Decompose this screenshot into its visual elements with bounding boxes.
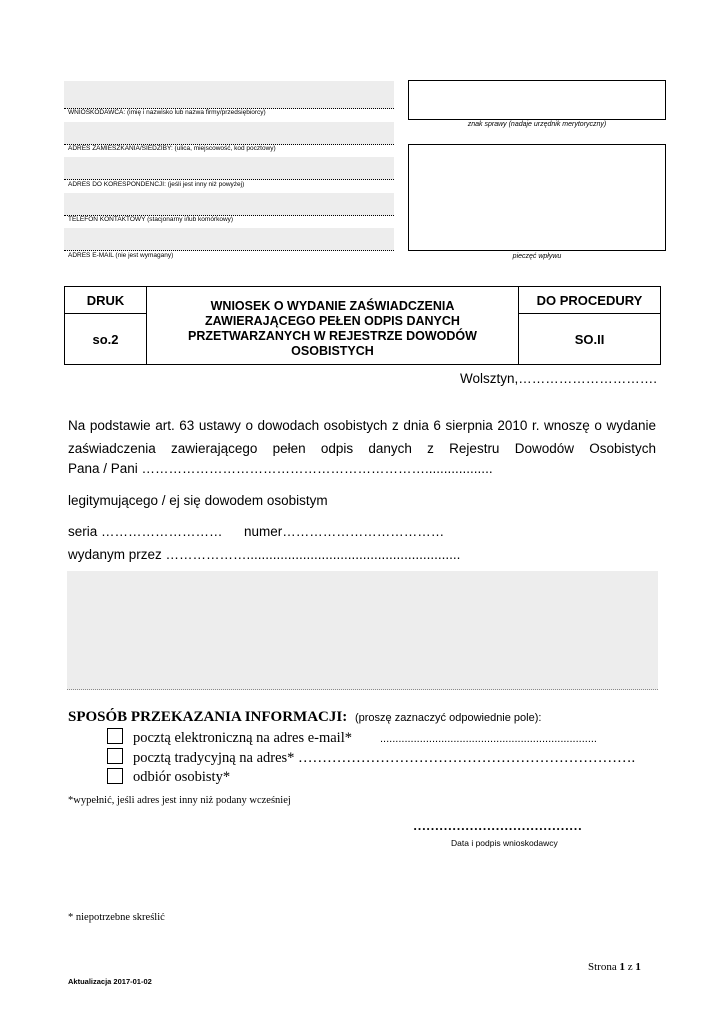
page-current: 1 bbox=[619, 961, 625, 973]
applicant-name-label: WNIOSKODAWCA: (imię i nazwisko lub nazwa firmy/przedsiębiorcy) bbox=[68, 109, 266, 116]
post-delivery-label[interactable]: pocztą tradycyjną na adres* ……………………………………………………………. bbox=[133, 750, 636, 766]
case-mark-box[interactable] bbox=[408, 80, 666, 120]
residence-address-label: ADRES ZAMIESZKANIA/SIEDZIBY: (ulica, miejscowość, kod pocztowy) bbox=[68, 145, 276, 152]
id-number-line[interactable]: numer……………………………… bbox=[244, 524, 445, 539]
email-field[interactable] bbox=[64, 228, 394, 251]
delivery-heading bbox=[68, 709, 541, 726]
email-delivery-fill[interactable]: ....................................................................... bbox=[380, 733, 597, 745]
personal-pickup-checkbox[interactable] bbox=[107, 768, 123, 784]
email-label: ADRES E-MAIL (nie jest wymagany) bbox=[68, 252, 174, 259]
place-date[interactable]: Wolsztyn,…………………………. bbox=[460, 371, 658, 386]
form-title: WNIOSEK O WYDANIE ZAŚWIADCZENIA ZAWIERAJĄCEGO PEŁEN ODPIS DANYCH PRZETWARZANYCH W REJESTRZE DOWODÓW OSOBISTYCH bbox=[146, 286, 519, 365]
signature-label: Data i podpis wnioskodawcy bbox=[451, 838, 558, 848]
delivery-hint: (proszę zaznaczyć odpowiednie pole): bbox=[354, 712, 542, 724]
notes-area[interactable] bbox=[67, 571, 658, 690]
applicant-name-field[interactable] bbox=[64, 81, 394, 109]
delivery-footnote: *wypełnić, jeśli adres jest inny niż podany wcześniej bbox=[68, 795, 291, 806]
id-holder-text: legitymującego / ej się dowodem osobistym bbox=[68, 493, 328, 508]
strike-note: * niepotrzebne skreślić bbox=[68, 912, 165, 923]
druk-code: so.2 bbox=[64, 313, 147, 365]
stamp-label: pieczęć wpływu bbox=[512, 253, 562, 260]
id-series-line[interactable]: seria ……………………… bbox=[68, 524, 223, 539]
page-number bbox=[588, 961, 641, 973]
signature-line[interactable]: ………………………………… bbox=[413, 818, 582, 833]
phone-field[interactable] bbox=[64, 193, 394, 216]
post-delivery-checkbox[interactable] bbox=[107, 748, 123, 764]
person-name-line[interactable]: Pana / Pani ……………………………………………………….................. bbox=[68, 461, 493, 476]
case-mark-label: znak sprawy (nadaje urzędnik merytoryczny) bbox=[467, 121, 607, 128]
page-of: z bbox=[627, 961, 633, 973]
phone-label: TELEFON KONTAKTOWY (stacjonarny i/lub komórkowy) bbox=[68, 216, 234, 223]
procedure-code: SO.II bbox=[518, 313, 661, 365]
correspondence-address-field[interactable] bbox=[64, 157, 394, 180]
delivery-heading-text: SPOSÓB PRZEKAZANIA INFORMACJI: bbox=[68, 709, 348, 725]
procedure-label: DO PROCEDURY bbox=[518, 286, 661, 314]
stamp-box bbox=[408, 144, 666, 251]
email-delivery-label: pocztą elektroniczną na adres e-mail* bbox=[133, 730, 352, 746]
residence-address-field[interactable] bbox=[64, 122, 394, 145]
request-paragraph: Na podstawie art. 63 ustawy o dowodach osobistych z dnia 6 sierpnia 2010 r. wnoszę o wydanie zaświadczenia zawierającego pełen odpis danych z Rejestru Dowodów Osobistych bbox=[68, 418, 656, 456]
issued-by-line[interactable]: wydanym przez ………………......................................................... bbox=[68, 547, 461, 562]
druk-label: DRUK bbox=[64, 286, 147, 314]
page-prefix: Strona bbox=[588, 961, 617, 973]
email-delivery-checkbox[interactable] bbox=[107, 728, 123, 744]
page-total: 1 bbox=[635, 961, 641, 973]
correspondence-address-label: ADRES DO KORESPONDENCJI: (jeśli jest inny niż powyżej) bbox=[68, 181, 245, 188]
update-date: Aktualizacja 2017-01-02 bbox=[68, 977, 152, 986]
personal-pickup-label: odbiór osobisty* bbox=[133, 769, 231, 785]
